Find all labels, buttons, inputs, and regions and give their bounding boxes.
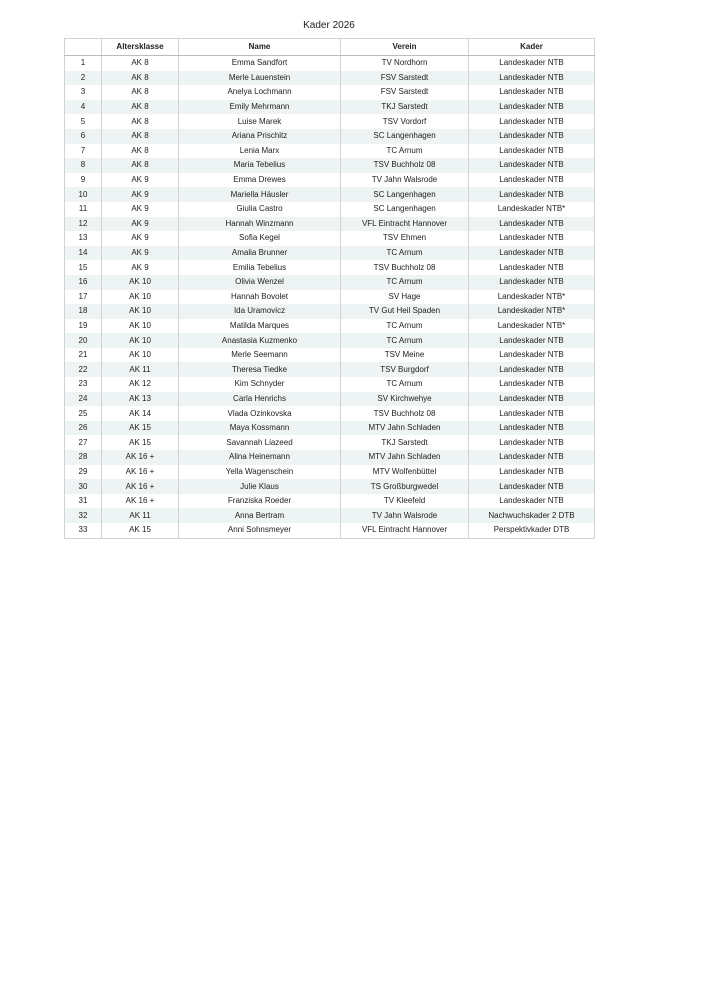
cell-kader: Landeskader NTB [499,87,564,97]
cell-name: Vlada Ozinkovska [179,406,341,421]
cell-row-number: 4 [65,100,102,115]
cell-kader: Landeskader NTB* [469,304,595,319]
cell-verein: TC Arnum [341,144,469,159]
table-row [65,114,595,129]
cell-kader: Landeskader NTB [469,187,595,202]
cell-altersklasse: AK 15 [102,421,179,436]
cell-verein: TSV Burgdorf [341,362,469,377]
cell-name: Emma Drewes [179,173,341,188]
cell-row-number: 9 [65,173,102,188]
cell-name: Yella Wagenschein [179,465,341,480]
cell-kader: Landeskader NTB [499,116,564,126]
cell-kader: Landeskader NTB [469,392,595,407]
table-row [65,523,595,538]
cell-name: Amalia Brunner [179,246,341,261]
table-row [65,71,595,86]
cell-altersklasse: AK 16 + [102,479,179,494]
cell-kader: Nachwuchskader 2 DTB [469,508,595,523]
cell-altersklasse: AK 12 [102,377,179,392]
table-row [65,290,595,305]
cell-row-number: 33 [65,523,102,538]
cell-name: Lenia Marx [179,144,341,159]
cell-kader: Landeskader NTB [469,158,595,173]
cell-altersklasse: AK 14 [102,406,179,421]
table-row [65,85,595,100]
table-row [65,275,595,290]
table-row [65,100,595,115]
cell-kader: Landeskader NTB [499,437,564,447]
cell-row-number: 18 [65,304,102,319]
cell-verein: TSV Buchholz 08 [341,406,469,421]
table-row [65,508,595,523]
table-row [65,362,595,377]
cell-row-number: 3 [65,85,102,100]
cell-altersklasse: AK 15 [102,435,179,450]
table-row [65,479,595,494]
cell-row-number: 1 [65,56,102,71]
cell-altersklasse: AK 8 [102,56,179,71]
cell-kader: Landeskader NTB [469,333,595,348]
table-row [65,421,595,436]
cell-verein: TV Nordhorn [341,56,469,71]
cell-row-number: 29 [65,465,102,480]
cell-row-number: 25 [65,406,102,421]
cell-row-number: 6 [65,129,102,144]
cell-altersklasse: AK 9 [102,173,179,188]
cell-verein: TSV Buchholz 08 [341,260,469,275]
cell-name: Savannah Liazeed [179,435,341,450]
cell-name: Ariana Prischitz [179,129,341,144]
cell-row-number: 22 [65,362,102,377]
cell-row-number: 7 [65,144,102,159]
cell-kader: Landeskader NTB [499,408,564,418]
cell-altersklasse: AK 10 [102,304,179,319]
cell-kader: Landeskader NTB [469,450,595,465]
cell-kader: Landeskader NTB [499,466,564,476]
kader-table [64,38,595,539]
cell-altersklasse: AK 8 [102,158,179,173]
cell-kader: Landeskader NTB* [497,320,566,330]
cell-altersklasse: AK 9 [102,217,179,232]
table-row [65,246,595,261]
cell-kader: Landeskader NTB [469,71,595,86]
cell-name: Hannah Winzmann [179,217,341,232]
table-row [65,202,595,217]
cell-verein: MTV Jahn Schladen [341,421,469,436]
cell-verein: TC Arnum [341,275,469,290]
cell-row-number: 12 [65,217,102,232]
cell-row-number: 2 [65,71,102,86]
cell-kader: Landeskader NTB [469,129,595,144]
cell-name: Emilia Tebelius [179,260,341,275]
cell-verein: MTV Wolfenbüttel [341,465,469,480]
column-header-row-number [65,39,102,56]
cell-name: Anastasia Kuzmenko [179,333,341,348]
table-row [65,217,595,232]
cell-altersklasse: AK 8 [102,144,179,159]
table-row [65,348,595,363]
cell-altersklasse: AK 8 [102,129,179,144]
table-row [65,260,595,275]
cell-row-number: 32 [65,508,102,523]
table-row [65,231,595,246]
cell-verein: VFL Eintracht Hannover [341,523,469,538]
cell-name: Matilda Marques [179,319,341,334]
cell-kader: Landeskader NTB [499,496,564,506]
cell-row-number: 15 [65,260,102,275]
cell-row-number: 21 [65,348,102,363]
table-header [65,39,595,56]
cell-kader: Perspektivkader DTB [493,525,570,535]
cell-altersklasse: AK 16 + [102,465,179,480]
cell-kader: Landeskader NTB [499,262,564,272]
cell-verein: TKJ Sarstedt [341,100,469,115]
cell-kader: Landeskader NTB [469,421,595,436]
cell-name: Anelya Lochmann [179,85,341,100]
table-row [65,377,595,392]
cell-name: Hannah Bovolet [179,290,341,305]
cell-kader: Landeskader NTB [469,362,595,377]
cell-row-number: 30 [65,479,102,494]
cell-name: Giulia Castro [179,202,341,217]
column-header-altersklasse: Altersklasse [102,39,179,56]
cell-verein: TSV Ehmen [341,231,469,246]
cell-verein: SC Langenhagen [341,202,469,217]
table-row [65,494,595,509]
table-row [65,158,595,173]
cell-name: Carla Henrichs [179,392,341,407]
cell-kader: Landeskader NTB [469,275,595,290]
cell-altersklasse: AK 10 [102,275,179,290]
cell-name: Franziska Roeder [179,494,341,509]
cell-name: Ida Uramovicz [179,304,341,319]
cell-name: Alina Heinemann [179,450,341,465]
cell-row-number: 20 [65,333,102,348]
cell-altersklasse: AK 9 [102,187,179,202]
cell-altersklasse: AK 9 [102,202,179,217]
cell-row-number: 28 [65,450,102,465]
cell-row-number: 10 [65,187,102,202]
cell-altersklasse: AK 16 + [102,450,179,465]
cell-verein: TC Arnum [341,246,469,261]
cell-verein: VFL Eintracht Hannover [341,217,469,232]
cell-kader: Landeskader NTB* [497,291,566,301]
table-row [65,392,595,407]
table-row [65,319,595,334]
cell-altersklasse: AK 9 [102,260,179,275]
column-header-kader: Kader [469,39,595,56]
cell-kader: Landeskader NTB* [497,204,566,214]
cell-altersklasse: AK 10 [102,319,179,334]
cell-verein: SV Kirchwehye [341,392,469,407]
cell-verein: TSV Buchholz 08 [341,158,469,173]
table-row [65,450,595,465]
column-header-verein: Verein [341,39,469,56]
cell-kader: Landeskader NTB [499,379,564,389]
cell-verein: SV Hage [341,290,469,305]
cell-altersklasse: AK 8 [102,114,179,129]
cell-verein: TKJ Sarstedt [341,435,469,450]
cell-verein: TS Großburgwedel [341,479,469,494]
table-body [65,56,595,539]
cell-kader: Landeskader NTB [499,145,564,155]
cell-verein: TC Arnum [341,333,469,348]
cell-name: Maria Tebelius [179,158,341,173]
cell-kader: Landeskader NTB [469,246,595,261]
cell-verein: MTV Jahn Schladen [341,450,469,465]
cell-altersklasse: AK 11 [102,508,179,523]
cell-name: Anni Sohnsmeyer [179,523,341,538]
table-row [65,406,595,421]
cell-kader: Landeskader NTB [469,100,595,115]
table-row [65,333,595,348]
cell-row-number: 19 [65,319,102,334]
cell-row-number: 31 [65,494,102,509]
cell-altersklasse: AK 15 [102,523,179,538]
cell-kader: Landeskader NTB [499,58,564,68]
cell-altersklasse: AK 16 + [102,494,179,509]
cell-kader: Landeskader NTB [469,217,595,232]
cell-name: Emma Sandfort [179,56,341,71]
cell-name: Olivia Wenzel [179,275,341,290]
cell-altersklasse: AK 10 [102,348,179,363]
cell-altersklasse: AK 10 [102,290,179,305]
cell-kader: Landeskader NTB [499,175,564,185]
cell-row-number: 11 [65,202,102,217]
table-row [65,129,595,144]
cell-altersklasse: AK 9 [102,231,179,246]
header-row [65,39,595,56]
cell-name: Theresa Tiedke [179,362,341,377]
cell-row-number: 24 [65,392,102,407]
cell-verein: SC Langenhagen [341,187,469,202]
cell-name: Merle Lauenstein [179,71,341,86]
cell-kader: Landeskader NTB [499,233,564,243]
cell-name: Merle Seemann [179,348,341,363]
cell-row-number: 14 [65,246,102,261]
cell-name: Luise Marek [179,114,341,129]
cell-row-number: 5 [65,114,102,129]
cell-verein: SC Langenhagen [341,129,469,144]
table-row [65,187,595,202]
cell-row-number: 27 [65,435,102,450]
table-row [65,304,595,319]
cell-verein: TV Jahn Walsrode [341,173,469,188]
cell-row-number: 17 [65,290,102,305]
cell-name: Julie Klaus [179,479,341,494]
cell-kader: Landeskader NTB [469,479,595,494]
cell-name: Emily Mehrmann [179,100,341,115]
cell-name: Maya Kossmann [179,421,341,436]
table-row [65,173,595,188]
cell-verein: FSV Sarstedt [341,85,469,100]
cell-verein: TV Gut Heil Spaden [341,304,469,319]
cell-name: Kim Schnyder [179,377,341,392]
cell-row-number: 23 [65,377,102,392]
table-row [65,56,595,71]
cell-altersklasse: AK 8 [102,71,179,86]
cell-row-number: 16 [65,275,102,290]
table-row [65,435,595,450]
cell-altersklasse: AK 9 [102,246,179,261]
cell-verein: TV Jahn Walsrode [341,508,469,523]
cell-row-number: 8 [65,158,102,173]
cell-name: Mariella Häusler [179,187,341,202]
cell-name: Anna Bertram [179,508,341,523]
cell-altersklasse: AK 10 [102,333,179,348]
cell-altersklasse: AK 13 [102,392,179,407]
cell-verein: TC Arnum [341,319,469,334]
cell-verein: TSV Meine [341,348,469,363]
page-title: Kader 2026 [303,20,355,31]
cell-verein: FSV Sarstedt [341,71,469,86]
cell-name: Sofia Kegel [179,231,341,246]
cell-verein: TC Arnum [341,377,469,392]
cell-row-number: 26 [65,421,102,436]
cell-altersklasse: AK 11 [102,362,179,377]
cell-altersklasse: AK 8 [102,85,179,100]
cell-altersklasse: AK 8 [102,100,179,115]
column-header-name: Name [179,39,341,56]
cell-verein: TSV Vordorf [341,114,469,129]
cell-row-number: 13 [65,231,102,246]
table-row [65,144,595,159]
cell-verein: TV Kleefeld [341,494,469,509]
cell-kader: Landeskader NTB [499,350,564,360]
table-row [65,465,595,480]
